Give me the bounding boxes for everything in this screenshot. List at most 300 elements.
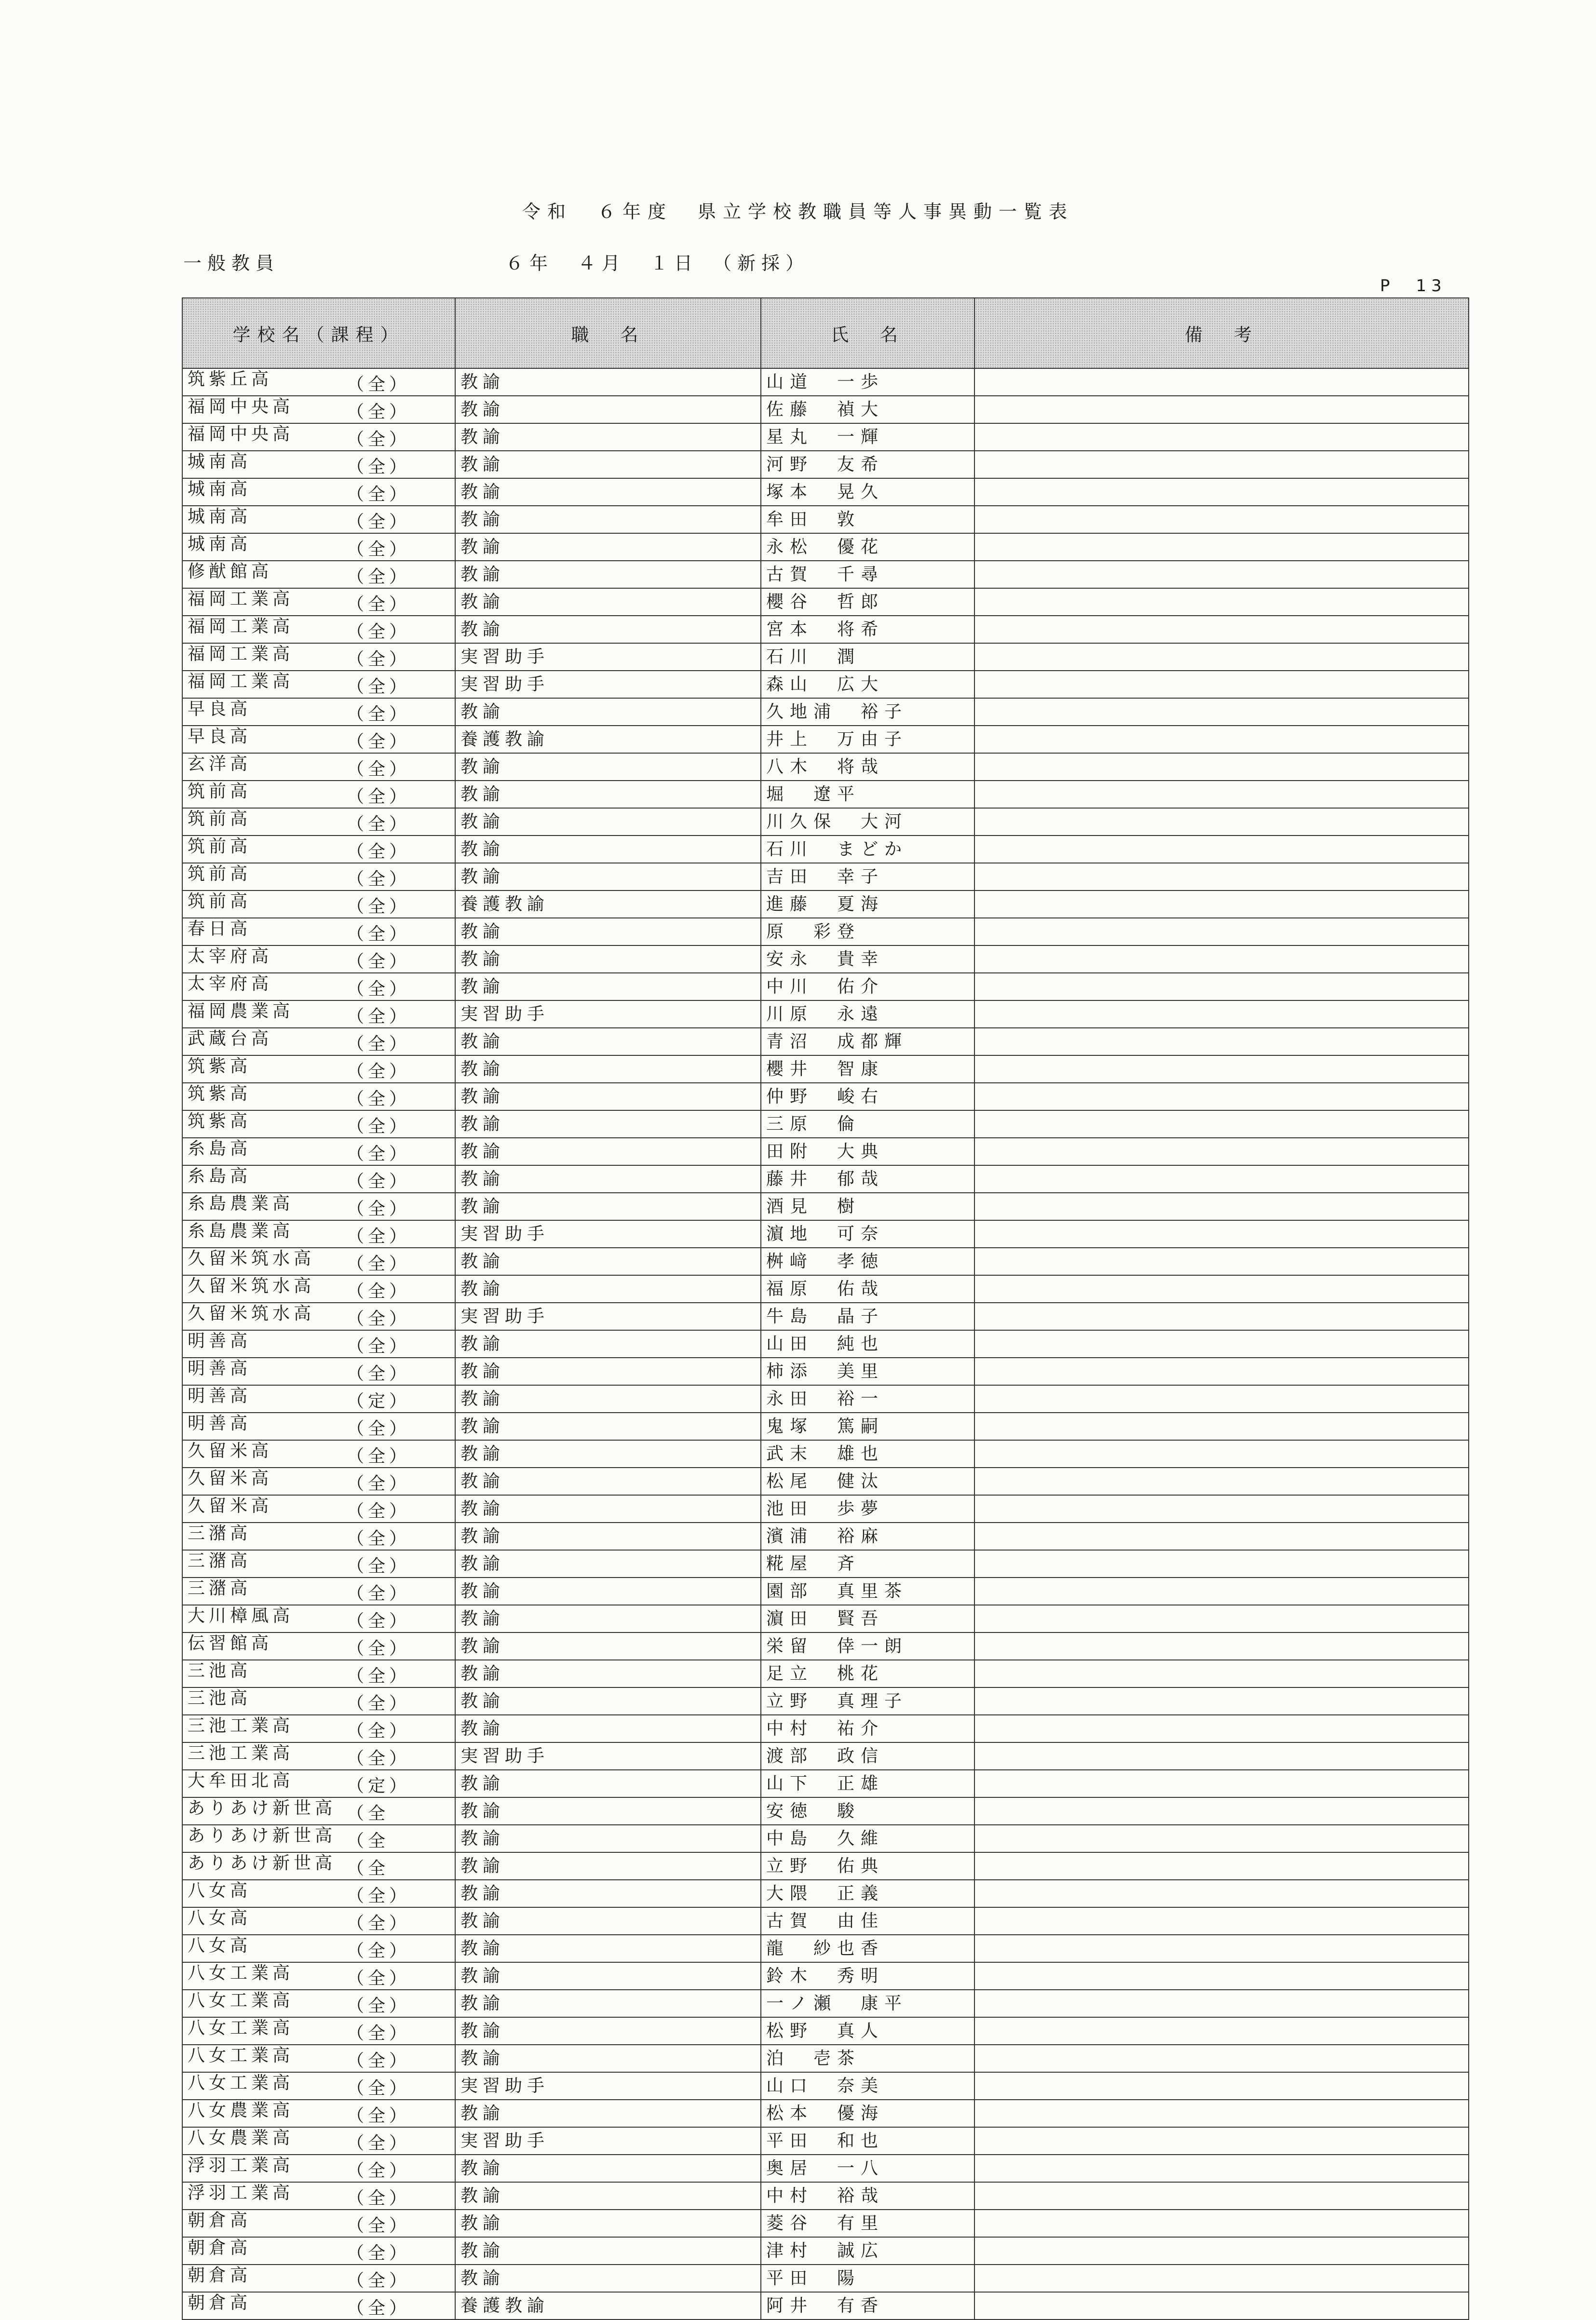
- position-cell: 教諭: [455, 2045, 761, 2072]
- name-cell: 櫻井 智康: [761, 1055, 974, 1083]
- name-cell: 松野 真人: [761, 2017, 974, 2045]
- school-cell: [182, 836, 455, 863]
- position-cell: 実習助手: [455, 671, 761, 698]
- school-cell: [182, 1605, 455, 1632]
- remarks-cell: [974, 506, 1469, 533]
- table-body: [182, 368, 1469, 2320]
- table-row: [182, 1990, 1469, 2017]
- position-cell: 教諭: [455, 1330, 761, 1358]
- school-cell: [182, 1632, 455, 1660]
- name-cell: 川原 永遠: [761, 1000, 974, 1028]
- course-type: （全: [347, 1859, 390, 1878]
- table-row: [182, 836, 1469, 863]
- course-type: （全）: [347, 1062, 411, 1081]
- effective-date: ６年 ４月 １日 （新採）: [505, 253, 810, 274]
- remarks-cell: [974, 1413, 1469, 1440]
- remarks-cell: [974, 973, 1469, 1000]
- school-cell: [182, 478, 455, 506]
- table-row: [182, 2210, 1469, 2237]
- name-cell: 津村 誠広: [761, 2237, 974, 2265]
- position-cell: 教諭: [455, 2017, 761, 2045]
- table-row: [182, 2045, 1469, 2072]
- school-name: ありあけ新世高: [188, 1798, 337, 1818]
- school-cell: [182, 781, 455, 808]
- position-cell: 教諭: [455, 973, 761, 1000]
- name-cell: 松尾 健汰: [761, 1468, 974, 1495]
- table-row: [182, 1000, 1469, 1028]
- remarks-cell: [974, 918, 1469, 945]
- course-type: （全: [347, 1804, 390, 1823]
- table-row: [182, 2237, 1469, 2265]
- name-cell: 中村 裕哉: [761, 2182, 974, 2210]
- school-name: 筑前高: [188, 809, 252, 829]
- school-cell: [182, 616, 455, 643]
- name-cell: 糀屋 斉: [761, 1550, 974, 1578]
- name-cell: 中村 祐介: [761, 1715, 974, 1742]
- course-type: （全）: [347, 1886, 411, 1906]
- table-row: [182, 1632, 1469, 1660]
- name-cell: 河野 友希: [761, 451, 974, 478]
- school-name: 福岡中央高: [188, 424, 294, 444]
- course-type: （全）: [347, 1529, 411, 1549]
- table-row: [182, 1495, 1469, 1523]
- course-type: （全）: [347, 1199, 411, 1219]
- remarks-cell: [974, 945, 1469, 973]
- school-cell: [182, 973, 455, 1000]
- course-type: （全）: [347, 2298, 411, 2318]
- name-cell: 塚本 晃久: [761, 478, 974, 506]
- school-name: 筑紫高: [188, 1111, 252, 1131]
- remarks-cell: [974, 1165, 1469, 1193]
- school-name: 伝習館高: [188, 1633, 273, 1653]
- name-cell: 吉田 幸子: [761, 863, 974, 890]
- remarks-cell: [974, 726, 1469, 753]
- table-row: [182, 2265, 1469, 2292]
- course-type: （全）: [347, 1914, 411, 1933]
- table-row: [182, 1468, 1469, 1495]
- course-type: （全）: [347, 2023, 411, 2043]
- position-cell: 教諭: [455, 1935, 761, 1962]
- position-cell: 教諭: [455, 1028, 761, 1055]
- table-row: [182, 506, 1469, 533]
- course-type: （全）: [347, 2188, 411, 2208]
- course-type: （全）: [347, 567, 411, 587]
- remarks-cell: [974, 1907, 1469, 1935]
- staff-category: 一般教員: [183, 253, 280, 274]
- table-row: [182, 1770, 1469, 1797]
- course-type: （全）: [347, 2243, 411, 2263]
- name-cell: 阿井 有香: [761, 2292, 974, 2320]
- school-cell: [182, 2155, 455, 2182]
- course-type: （全）: [347, 1694, 411, 1713]
- school-cell: [182, 1468, 455, 1495]
- position-cell: 教諭: [455, 1852, 761, 1880]
- school-name: 筑前高: [188, 836, 252, 856]
- name-cell: 福原 佑哉: [761, 1275, 974, 1303]
- name-cell: 園部 真里茶: [761, 1578, 974, 1605]
- position-cell: 教諭: [455, 1825, 761, 1852]
- course-type: （全）: [347, 1172, 411, 1191]
- school-cell: [182, 2100, 455, 2127]
- name-cell: 森山 広大: [761, 671, 974, 698]
- name-cell: 櫻谷 哲郎: [761, 588, 974, 616]
- table-row: [182, 1358, 1469, 1385]
- remarks-cell: [974, 1660, 1469, 1687]
- table-row: [182, 643, 1469, 671]
- name-cell: 永田 裕一: [761, 1385, 974, 1413]
- school-name: 筑紫高: [188, 1056, 252, 1076]
- name-cell: 立野 佑典: [761, 1852, 974, 1880]
- table-row: [182, 945, 1469, 973]
- school-cell: [182, 1083, 455, 1110]
- remarks-cell: [974, 1468, 1469, 1495]
- school-name: 糸島高: [188, 1166, 252, 1186]
- name-cell: 山口 奈美: [761, 2072, 974, 2100]
- school-cell: [182, 863, 455, 890]
- remarks-cell: [974, 1028, 1469, 1055]
- name-cell: 一ノ瀬 康平: [761, 1990, 974, 2017]
- school-cell: [182, 1028, 455, 1055]
- position-cell: 教諭: [455, 1385, 761, 1413]
- course-type: （全）: [347, 1721, 411, 1741]
- school-cell: [182, 2045, 455, 2072]
- name-cell: 松本 優海: [761, 2100, 974, 2127]
- name-cell: 石川 まどか: [761, 836, 974, 863]
- table-row: [182, 1028, 1469, 1055]
- school-name: 明善高: [188, 1331, 252, 1351]
- table-row: [182, 1165, 1469, 1193]
- name-cell: 池田 歩夢: [761, 1495, 974, 1523]
- course-type: （全）: [347, 1969, 411, 1988]
- table-row: [182, 2127, 1469, 2155]
- position-cell: 実習助手: [455, 1220, 761, 1248]
- position-cell: 教諭: [455, 1907, 761, 1935]
- remarks-cell: [974, 1303, 1469, 1330]
- table-row: [182, 1605, 1469, 1632]
- position-cell: 教諭: [455, 368, 761, 396]
- remarks-cell: [974, 1742, 1469, 1770]
- school-name: 久留米筑水高: [188, 1276, 315, 1296]
- name-cell: 青沼 成都輝: [761, 1028, 974, 1055]
- position-cell: 教諭: [455, 1715, 761, 1742]
- school-cell: [182, 698, 455, 726]
- position-cell: 教諭: [455, 1550, 761, 1578]
- table-row: [182, 781, 1469, 808]
- school-cell: [182, 1990, 455, 2017]
- position-cell: 教諭: [455, 781, 761, 808]
- school-cell: [182, 1742, 455, 1770]
- remarks-cell: [974, 533, 1469, 561]
- remarks-cell: [974, 808, 1469, 836]
- school-name: 八女工業高: [188, 1963, 294, 1983]
- name-cell: 原 彩登: [761, 918, 974, 945]
- table-row: [182, 2017, 1469, 2045]
- position-cell: 教諭: [455, 1138, 761, 1165]
- position-cell: 教諭: [455, 478, 761, 506]
- position-cell: 実習助手: [455, 643, 761, 671]
- table-row: [182, 863, 1469, 890]
- course-type: （全）: [347, 869, 411, 889]
- table-row: [182, 588, 1469, 616]
- course-type: （全）: [347, 814, 411, 834]
- school-cell: [182, 1110, 455, 1138]
- school-cell: [182, 2127, 455, 2155]
- name-cell: 鈴木 秀明: [761, 1962, 974, 1990]
- school-cell: [182, 1440, 455, 1468]
- remarks-cell: [974, 1220, 1469, 1248]
- position-cell: 教諭: [455, 1248, 761, 1275]
- position-cell: 実習助手: [455, 1303, 761, 1330]
- school-cell: [182, 368, 455, 396]
- header-school: 学校名（課程）: [182, 298, 455, 368]
- name-cell: 濵地 可奈: [761, 1220, 974, 1248]
- name-cell: 古賀 由佳: [761, 1907, 974, 1935]
- school-name: 朝倉高: [188, 2293, 252, 2313]
- table-row: [182, 918, 1469, 945]
- table-row: [182, 726, 1469, 753]
- remarks-cell: [974, 368, 1469, 396]
- course-type: （全: [347, 1831, 390, 1851]
- school-name: 城南高: [188, 479, 252, 499]
- table-row: [182, 1523, 1469, 1550]
- course-type: （全）: [347, 594, 411, 614]
- remarks-cell: [974, 2210, 1469, 2237]
- name-cell: 堀 遼平: [761, 781, 974, 808]
- remarks-cell: [974, 616, 1469, 643]
- name-cell: 菱谷 有里: [761, 2210, 974, 2237]
- course-type: （全）: [347, 924, 411, 944]
- school-cell: [182, 2210, 455, 2237]
- table-row: [182, 1935, 1469, 1962]
- remarks-cell: [974, 1385, 1469, 1413]
- school-cell: [182, 643, 455, 671]
- school-cell: [182, 1055, 455, 1083]
- name-cell: 安徳 駿: [761, 1797, 974, 1825]
- remarks-cell: [974, 1495, 1469, 1523]
- course-type: （定）: [347, 1776, 411, 1796]
- table-row: [182, 1055, 1469, 1083]
- name-cell: 柿添 美里: [761, 1358, 974, 1385]
- name-cell: 川久保 大河: [761, 808, 974, 836]
- name-cell: 足立 桃花: [761, 1660, 974, 1687]
- remarks-cell: [974, 890, 1469, 918]
- course-type: （全）: [347, 1639, 411, 1659]
- remarks-cell: [974, 396, 1469, 423]
- position-cell: 教諭: [455, 1110, 761, 1138]
- course-type: （全）: [347, 1749, 411, 1768]
- school-cell: [182, 2265, 455, 2292]
- remarks-cell: [974, 2072, 1469, 2100]
- school-cell: [182, 2292, 455, 2320]
- school-name: 朝倉高: [188, 2211, 252, 2230]
- course-type: （全）: [347, 1007, 411, 1026]
- table-row: [182, 671, 1469, 698]
- position-cell: 教諭: [455, 1413, 761, 1440]
- course-type: （全）: [347, 512, 411, 532]
- school-name: 三池工業高: [188, 1743, 294, 1763]
- school-name: 糸島農業高: [188, 1194, 294, 1214]
- table-row: [182, 478, 1469, 506]
- course-type: （全）: [347, 1584, 411, 1604]
- table-row: [182, 1385, 1469, 1413]
- school-name: 八女工業高: [188, 2046, 294, 2065]
- school-name: 三池工業高: [188, 1716, 294, 1736]
- course-type: （定）: [347, 1391, 411, 1411]
- school-name: 筑紫高: [188, 1084, 252, 1104]
- name-cell: 佐藤 禎大: [761, 396, 974, 423]
- course-type: （全）: [347, 2271, 411, 2291]
- course-type: （全）: [347, 1144, 411, 1164]
- table-row: [182, 1742, 1469, 1770]
- personnel-table: [182, 297, 1469, 2320]
- position-cell: 教諭: [455, 1605, 761, 1632]
- table-row: [182, 1715, 1469, 1742]
- position-cell: 教諭: [455, 698, 761, 726]
- school-cell: [182, 1523, 455, 1550]
- position-cell: 実習助手: [455, 1000, 761, 1028]
- name-cell: 平田 和也: [761, 2127, 974, 2155]
- school-cell: [182, 1825, 455, 1852]
- school-name: 筑紫丘高: [188, 369, 273, 389]
- school-name: 大川樟風高: [188, 1606, 294, 1626]
- name-cell: 星丸 一輝: [761, 423, 974, 451]
- position-cell: 教諭: [455, 863, 761, 890]
- name-cell: 宮本 将希: [761, 616, 974, 643]
- position-cell: 教諭: [455, 506, 761, 533]
- table-header-row: [182, 298, 1469, 368]
- school-cell: [182, 588, 455, 616]
- remarks-cell: [974, 2237, 1469, 2265]
- school-name: 明善高: [188, 1386, 252, 1406]
- name-cell: 石川 潤: [761, 643, 974, 671]
- school-name: 大牟田北高: [188, 1771, 294, 1791]
- table-row: [182, 2182, 1469, 2210]
- school-name: ありあけ新世高: [188, 1853, 337, 1873]
- course-type: （全）: [347, 375, 411, 394]
- table-row: [182, 1193, 1469, 1220]
- school-cell: [182, 2072, 455, 2100]
- school-cell: [182, 1138, 455, 1165]
- position-cell: 教諭: [455, 1193, 761, 1220]
- name-cell: 中島 久維: [761, 1825, 974, 1852]
- name-cell: 鬼塚 篤嗣: [761, 1413, 974, 1440]
- remarks-cell: [974, 1935, 1469, 1962]
- school-name: 糸島農業高: [188, 1221, 294, 1241]
- name-cell: 進藤 夏海: [761, 890, 974, 918]
- school-name: 明善高: [188, 1414, 252, 1433]
- course-type: （全）: [347, 2106, 411, 2126]
- school-cell: [182, 1715, 455, 1742]
- school-cell: [182, 451, 455, 478]
- table-row: [182, 1275, 1469, 1303]
- table-row: [182, 1578, 1469, 1605]
- position-cell: 教諭: [455, 2155, 761, 2182]
- remarks-cell: [974, 2155, 1469, 2182]
- table-row: [182, 2292, 1469, 2320]
- school-cell: [182, 726, 455, 753]
- position-cell: 教諭: [455, 588, 761, 616]
- school-cell: [182, 396, 455, 423]
- school-name: 糸島高: [188, 1139, 252, 1159]
- table-row: [182, 1138, 1469, 1165]
- name-cell: 桝﨑 孝徳: [761, 1248, 974, 1275]
- table-row: [182, 616, 1469, 643]
- name-cell: 濵田 賢吾: [761, 1605, 974, 1632]
- table-row: [182, 1248, 1469, 1275]
- position-cell: 教諭: [455, 1578, 761, 1605]
- school-name: 春日高: [188, 919, 252, 939]
- position-cell: 教諭: [455, 2210, 761, 2237]
- table-row: [182, 396, 1469, 423]
- course-type: （全）: [347, 485, 411, 504]
- school-name: 城南高: [188, 452, 252, 472]
- table-row: [182, 1825, 1469, 1852]
- course-type: （全）: [347, 1364, 411, 1384]
- position-cell: 教諭: [455, 2237, 761, 2265]
- position-cell: 実習助手: [455, 2072, 761, 2100]
- course-type: （全）: [347, 430, 411, 449]
- school-name: 久留米筑水高: [188, 1304, 315, 1323]
- name-cell: 酒見 樹: [761, 1193, 974, 1220]
- table-row: [182, 890, 1469, 918]
- document-title: 令和 ６年度 県立学校教職員等人事異動一覧表: [522, 201, 1074, 222]
- course-type: （全）: [347, 1996, 411, 2016]
- position-cell: 教諭: [455, 945, 761, 973]
- table-row: [182, 2072, 1469, 2100]
- remarks-cell: [974, 698, 1469, 726]
- table-row: [182, 1907, 1469, 1935]
- school-name: 福岡工業高: [188, 589, 294, 609]
- school-name: 早良高: [188, 699, 252, 719]
- remarks-cell: [974, 781, 1469, 808]
- school-name: 八女工業高: [188, 2018, 294, 2038]
- school-cell: [182, 1687, 455, 1715]
- school-name: 福岡中央高: [188, 397, 294, 417]
- school-name: 太宰府高: [188, 974, 273, 994]
- course-type: （全）: [347, 1089, 411, 1109]
- name-cell: 渡部 政信: [761, 1742, 974, 1770]
- course-type: （全）: [347, 1309, 411, 1329]
- course-type: （全）: [347, 649, 411, 669]
- name-cell: 牛島 晶子: [761, 1303, 974, 1330]
- course-type: （全）: [347, 1941, 411, 1961]
- school-name: 筑前高: [188, 891, 252, 911]
- remarks-cell: [974, 1358, 1469, 1385]
- position-cell: 教諭: [455, 1275, 761, 1303]
- school-cell: [182, 1303, 455, 1330]
- position-cell: 教諭: [455, 1165, 761, 1193]
- position-cell: 教諭: [455, 1962, 761, 1990]
- position-cell: 教諭: [455, 1687, 761, 1715]
- table-row: [182, 1660, 1469, 1687]
- remarks-cell: [974, 1990, 1469, 2017]
- school-cell: [182, 1358, 455, 1385]
- remarks-cell: [974, 1770, 1469, 1797]
- school-name: 筑前高: [188, 864, 252, 884]
- school-cell: [182, 1935, 455, 1962]
- course-type: （全）: [347, 1501, 411, 1521]
- position-cell: 教諭: [455, 1770, 761, 1797]
- school-cell: [182, 1550, 455, 1578]
- table-row: [182, 2155, 1469, 2182]
- position-cell: 教諭: [455, 808, 761, 836]
- table-row: [182, 1440, 1469, 1468]
- school-cell: [182, 506, 455, 533]
- school-cell: [182, 1578, 455, 1605]
- position-cell: 実習助手: [455, 2127, 761, 2155]
- school-cell: [182, 1193, 455, 1220]
- page-number: P 13: [1380, 276, 1447, 296]
